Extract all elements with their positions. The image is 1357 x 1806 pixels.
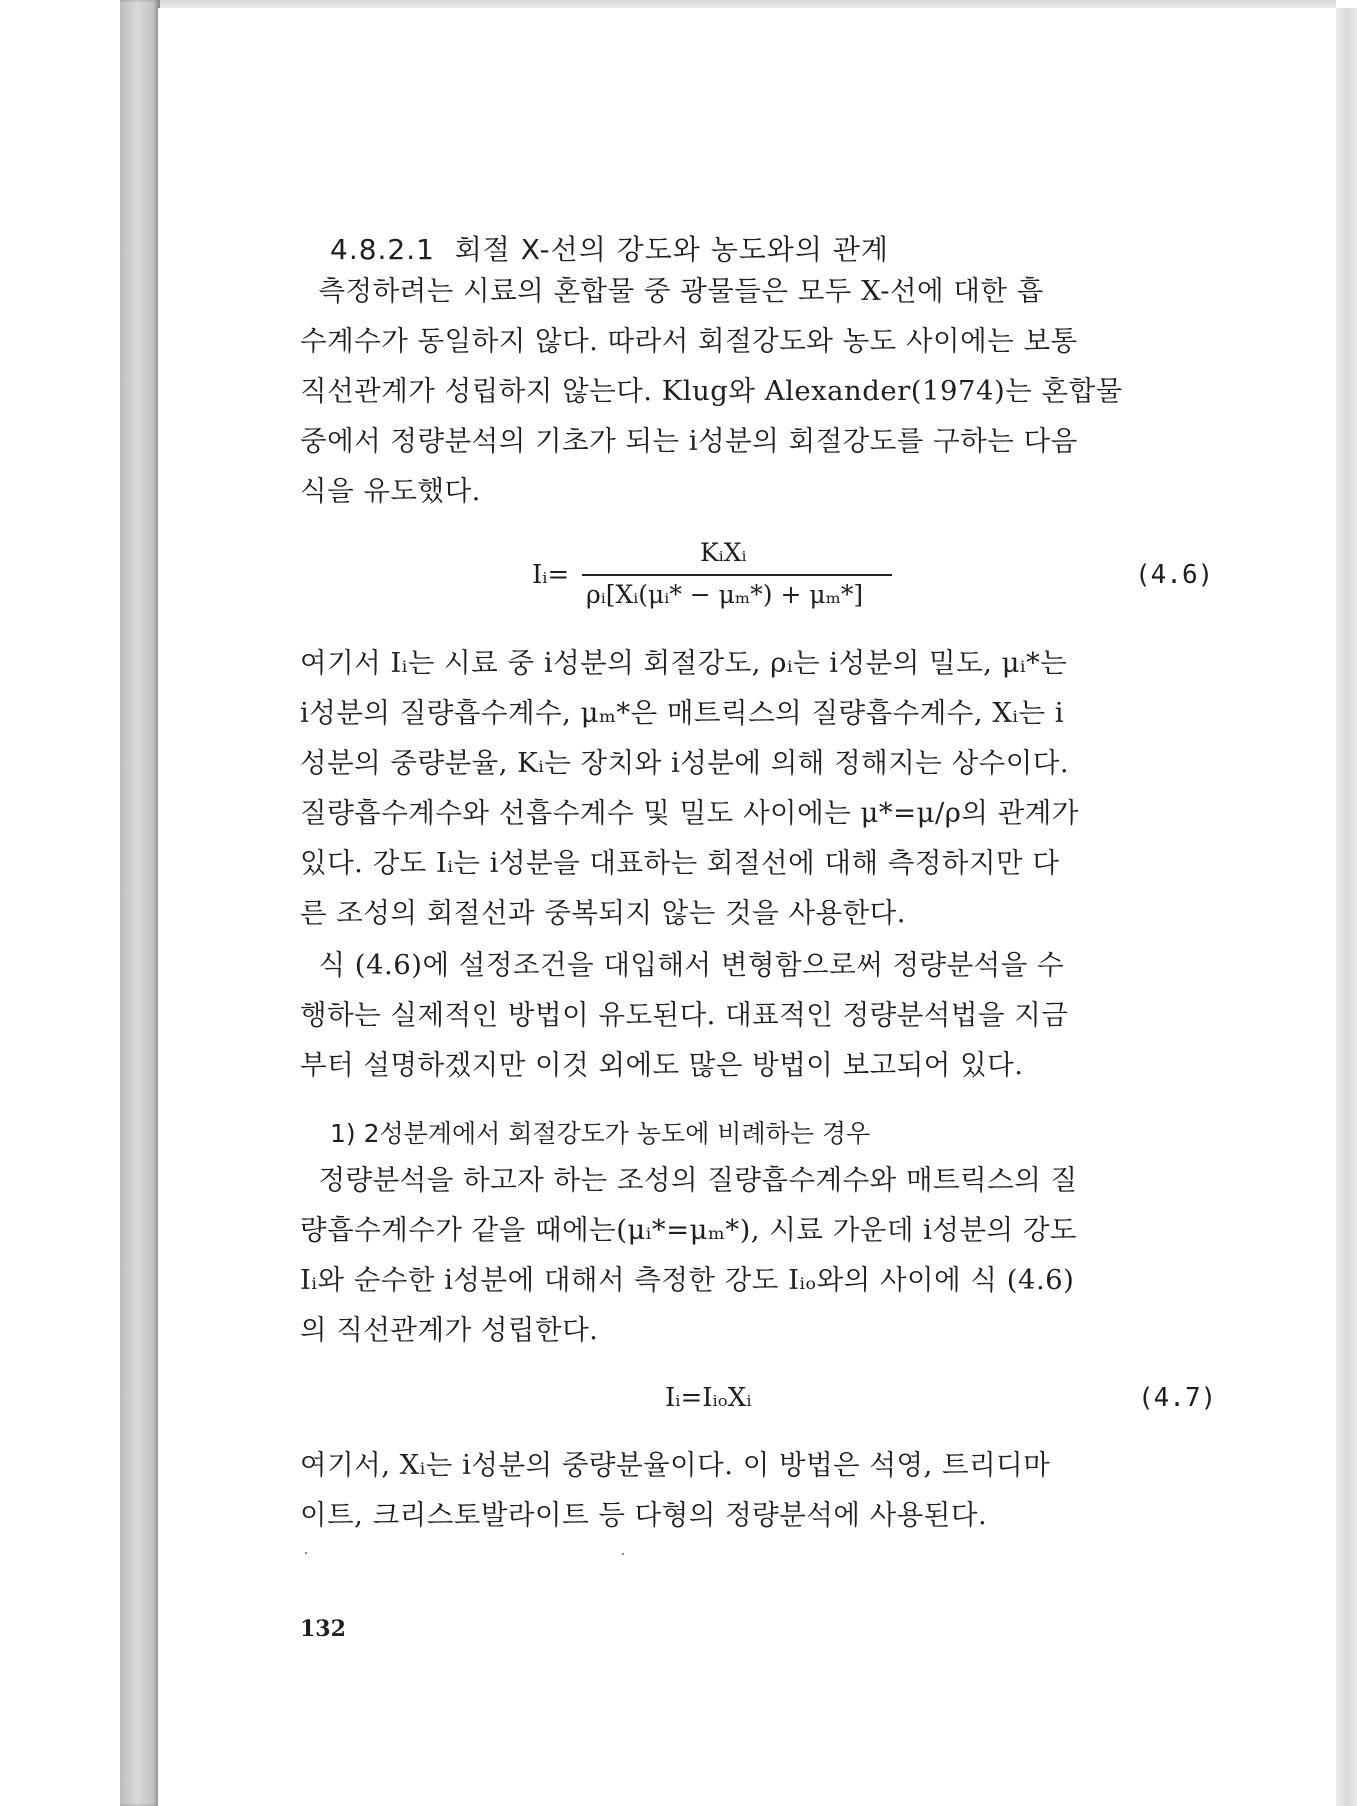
equation-4-6-fraction-bar: [582, 574, 892, 576]
page-stack-edge: [1334, 8, 1357, 1806]
para3-line-3: 부터 설명하겠지만 이것 외에도 많은 방법이 보고되어 있다.: [300, 1049, 1024, 1081]
equation-4-6-number: (4.6): [1135, 560, 1214, 590]
para5-line-2: 이트, 크리스토발라이트 등 다형의 정량분석에 사용된다.: [300, 1499, 988, 1531]
para2-line-5: 있다. 강도 Iᵢ는 i성분을 대표하는 회절선에 대해 측정하지만 다: [300, 847, 1060, 879]
equation-4-6-numerator: KᵢXᵢ: [700, 538, 747, 567]
para1-line-2: 수계수가 동일하지 않다. 따라서 회절강도와 농도 사이에는 보통: [300, 325, 1078, 357]
book-cover-edge: [120, 0, 160, 1806]
equation-4-6-lhs: Iᵢ=: [532, 560, 570, 590]
para3-line-2: 행하는 실제적인 방법이 유도된다. 대표적인 정량분석법을 지금: [300, 999, 1069, 1031]
para2-line-6: 른 조성의 회절선과 중복되지 않는 것을 사용한다.: [300, 897, 906, 929]
subsection-heading: 1) 2성분계에서 회절강도가 농도에 비례하는 경우: [330, 1119, 871, 1148]
scan-speck: [305, 1552, 307, 1554]
para4-line-3: Iᵢ와 순수한 i성분에 대해서 측정한 강도 Iᵢₒ와의 사이에 식 (4.6): [300, 1264, 1075, 1296]
para1-line-5: 식을 유도했다.: [300, 475, 481, 507]
para2-line-1: 여기서 Iᵢ는 시료 중 i성분의 회절강도, ρᵢ는 i성분의 밀도, μᵢ*는: [300, 647, 1068, 679]
para1-line-4: 중에서 정량분석의 기초가 되는 i성분의 회절강도를 구하는 다음: [300, 425, 1078, 457]
section-heading: 4.8.2.1 회절 X-선의 강도와 농도와의 관계: [330, 233, 889, 266]
para3-line-1: 식 (4.6)에 설정조건을 대입해서 변형함으로써 정량분석을 수: [300, 949, 1065, 981]
page-number: 132: [300, 1616, 346, 1642]
para4-line-1: 정량분석을 하고자 하는 조성의 질량흡수계수와 매트릭스의 질: [300, 1164, 1078, 1196]
para4-line-4: 의 직선관계가 성립한다.: [300, 1314, 599, 1346]
para2-line-3: 성분의 중량분율, Kᵢ는 장치와 i성분에 의해 정해지는 상수이다.: [300, 747, 1070, 779]
para2-line-2: i성분의 질량흡수계수, μₘ*은 매트릭스의 질량흡수계수, Xᵢ는 i: [300, 697, 1065, 729]
para1-line-3: 직선관계가 성립하지 않는다. Klug와 Alexander(1974)는 혼합물: [300, 375, 1123, 407]
equation-4-7: Iᵢ=IᵢₒXᵢ: [665, 1383, 752, 1413]
equation-4-7-number: (4.7): [1138, 1383, 1217, 1413]
para4-line-2: 량흡수계수가 같을 때에는(μᵢ*=μₘ*), 시료 가운데 i성분의 강도: [300, 1214, 1077, 1246]
equation-4-6-denominator: ρᵢ[Xᵢ(μᵢ* − μₘ*) + μₘ*]: [586, 580, 864, 609]
scan-speck: [622, 1553, 624, 1555]
para1-line-1: 측정하려는 시료의 혼합물 중 광물들은 모두 X-선에 대한 흡: [300, 275, 1044, 307]
para2-line-4: 질량흡수계수와 선흡수계수 및 밀도 사이에는 μ*=μ/ρ의 관계가: [300, 797, 1079, 829]
para5-line-1: 여기서, Xᵢ는 i성분의 중량분율이다. 이 방법은 석영, 트리디마: [300, 1449, 1051, 1481]
